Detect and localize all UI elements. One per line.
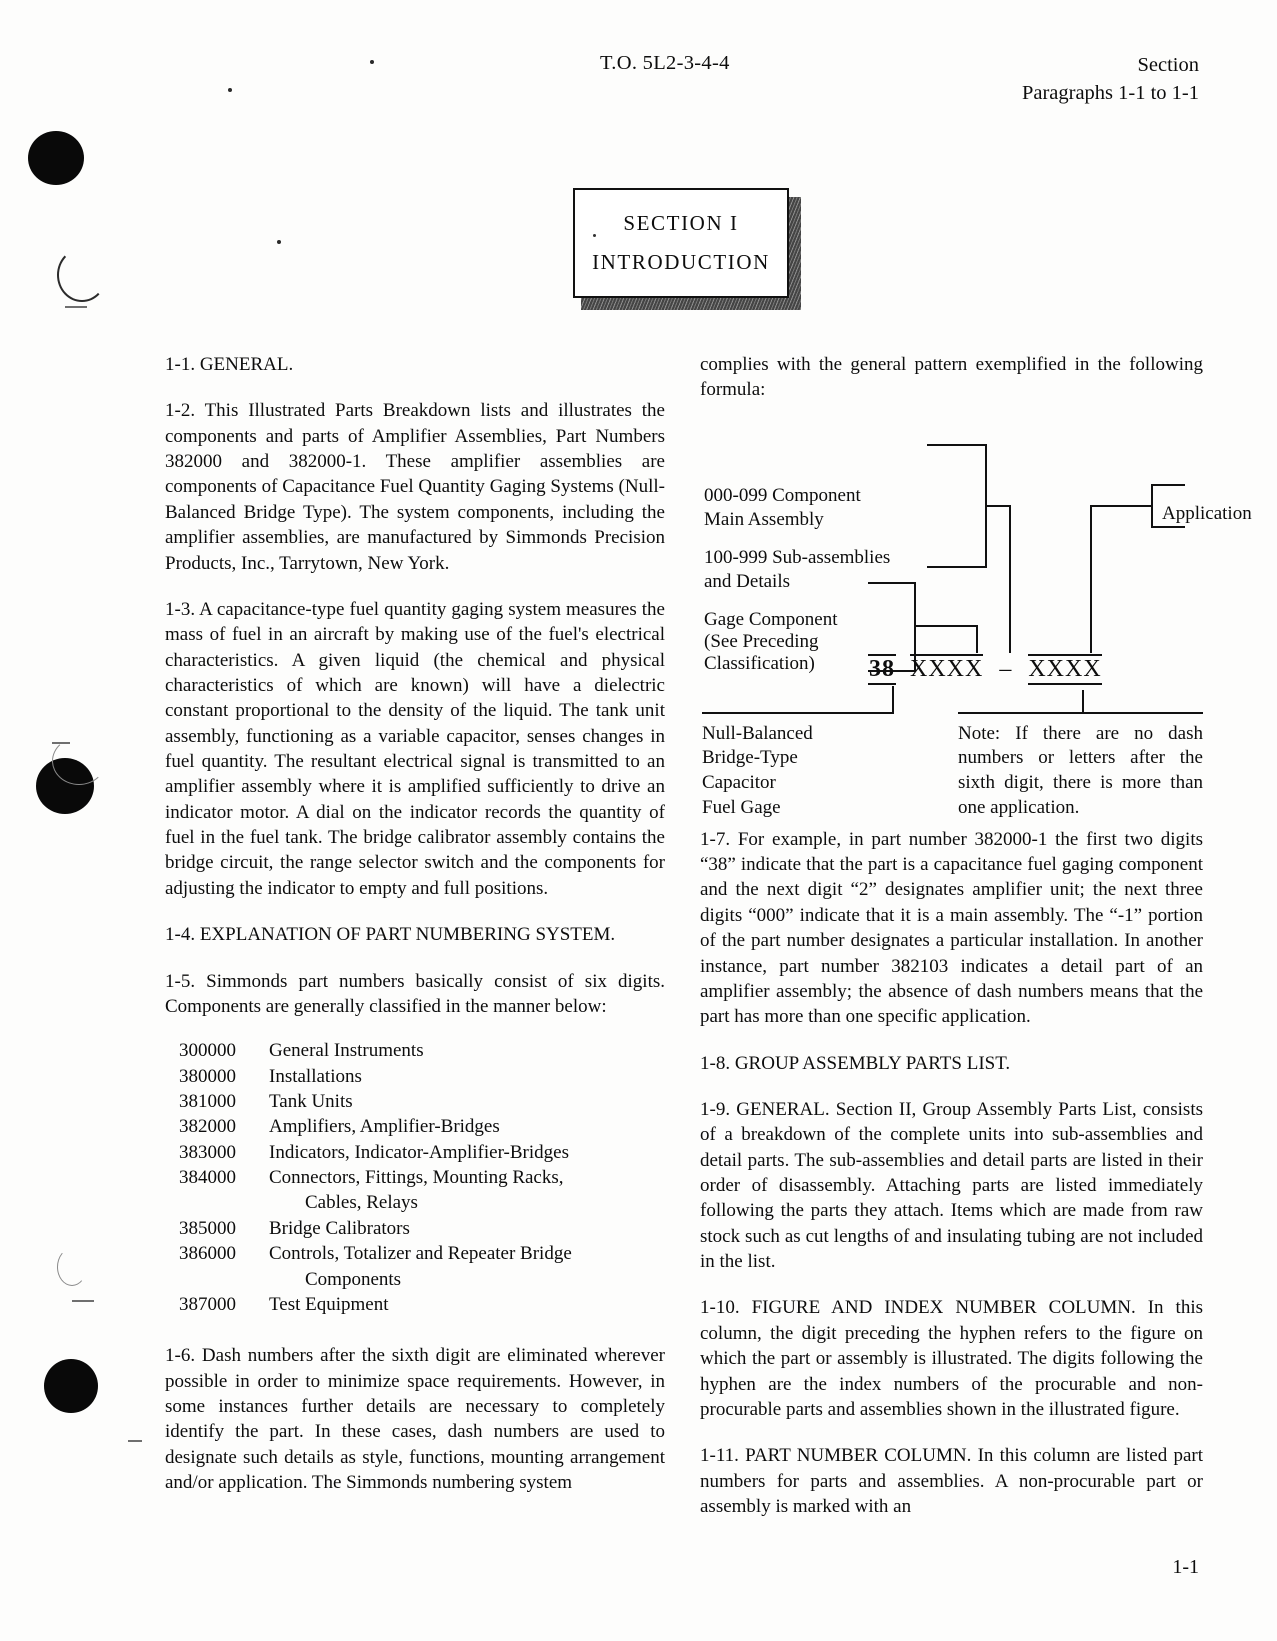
leader-line: [958, 712, 1203, 714]
diagram-label-gage-component-2: [704, 630, 818, 655]
classification-name: Controls, Totalizer and Repeater Bridge: [269, 1243, 572, 1265]
section-title-plate: [573, 188, 801, 310]
diagram-label-gage-component: [704, 608, 838, 633]
bracket-line: [976, 625, 978, 653]
page-number: 1-1: [1172, 1556, 1199, 1578]
leader-line: [702, 712, 894, 714]
list-item: [165, 1064, 665, 1089]
list-item: [165, 1089, 665, 1114]
classification-code: 383000: [179, 1141, 236, 1163]
classification-code: 384000: [179, 1167, 236, 1189]
diagram-label-line: 100-999 Sub-assemblies: [704, 546, 891, 568]
document-number: T.O. 5L2-3-4-4: [600, 52, 730, 74]
bracket-line: [927, 566, 987, 568]
paragraph-1-11: 1-11. PART NUMBER COLUMN. In this column are listed part numbers for parts and assemblies. A non-procurable part or assembly is marked with an: [700, 1445, 1203, 1517]
paragraph-1-3: 1-3. A capacitance-type fuel quantity gaging system measures the mass of fuel in an aircraft by making use of the fuel's electrical characteristics. A given liquid (the chemical and physical characteristics of which are known) will have a dielectric constant proportional to the density of the liquid. The tank unit assembly, functioning as a variable capacitor, senses changes in fuel quantity. The resultant electrical signal is transmitted to an amplifier assembly where it is amplified sufficiently to drive an indicator motor. A dial on the indicator records the quantity of fuel in the fuel tank. The bridge calibrator assembly contains the bridge circuit, the range selector switch and the components for adjusting the indicator to empty and full positions.: [165, 598, 665, 899]
part-number-formula-diagram: [700, 422, 1252, 818]
diagram-label-line: (See Preceding: [704, 630, 819, 652]
diagram-label-component-main: [704, 484, 861, 509]
paragraph-1-1: 1-1. GENERAL.: [165, 354, 294, 375]
classification-name: Bridge Calibrators: [269, 1217, 410, 1239]
classification-name: Test Equipment: [269, 1293, 389, 1315]
caption-line: Bridge-Type: [702, 747, 798, 769]
paragraph-1-4: 1-4. EXPLANATION OF PART NUMBERING SYSTEM.: [165, 924, 616, 946]
part-number-classification-list: [165, 1038, 665, 1317]
part-number-group-1: XXXX: [910, 655, 984, 682]
scan-speck: [228, 88, 232, 92]
paragraph-1-8: 1-8. GROUP ASSEMBLY PARTS LIST.: [700, 1052, 1011, 1074]
paragraph-1-10: 1-10. FIGURE AND INDEX NUMBER COLUMN. In this column, the digit preceding the hyphen refers to the figure on which the part or assembly is illustrated. The digits following the hyphen are the index numbers of the procurable and non-procurable parts and assemblies shown in the illustrated figure.: [700, 1297, 1203, 1420]
classification-name: Installations: [269, 1065, 362, 1087]
paragraph-1-2: 1-2. This Illustrated Parts Breakdown lists and illustrates the components and parts of Amplifier Assemblies, Part Numbers 382000 and 382000-1. These amplifier assemblies are components of Capacitance Fuel Quantity Gaging Systems (Null-Balanced Bridge Type). The system components, including the amplifier assemblies, are manufactured by Simmonds Precision Products, Inc., Tarrytown, New York.: [165, 400, 665, 574]
margin-arc-mark: [57, 248, 107, 302]
list-item: [165, 1216, 665, 1241]
list-item: [165, 1165, 665, 1190]
list-item: [165, 1038, 665, 1063]
running-head: [0, 52, 1277, 110]
classification-name: Amplifiers, Amplifier-Bridges: [269, 1116, 500, 1138]
paragraph-1-5: 1-5. Simmonds part numbers basically consist of six digits. Components are generally classified in the manner below:: [165, 970, 665, 1017]
diagram-label-line: Main Assembly: [704, 508, 824, 530]
diagram-label-application: [1162, 502, 1252, 527]
diagram-label-line: and Details: [704, 570, 791, 592]
margin-arc-mark: [57, 1248, 87, 1286]
bracket-line: [1151, 526, 1185, 528]
part-number-prefix: 38: [868, 654, 896, 685]
margin-tick-mark: [128, 1440, 142, 1442]
header-section-label: Section: [1137, 54, 1199, 76]
bracket-line: [1009, 505, 1011, 653]
diagram-label-sub-assemblies: [704, 546, 890, 571]
classification-code: 385000: [179, 1217, 236, 1239]
bracket-line: [1090, 505, 1153, 507]
binding-punch-hole: [28, 131, 84, 185]
bracket-line: [1151, 484, 1185, 486]
classification-code: 386000: [179, 1243, 236, 1265]
diagram-label-gage-component-3: [704, 652, 815, 677]
margin-arc-mark: [52, 737, 106, 785]
classification-name-continuation: Cables, Relays: [305, 1192, 418, 1214]
bracket-line: [927, 444, 987, 446]
diagram-label-line: Gage Component: [704, 608, 838, 630]
diagram-caption-fuel-gage: [702, 722, 892, 821]
list-item: [165, 1292, 665, 1317]
margin-tick-mark: [65, 306, 87, 308]
diagram-label-line: Application: [1162, 502, 1252, 524]
classification-code: 381000: [179, 1090, 236, 1112]
classification-name: Indicators, Indicator-Amplifier-Bridges: [269, 1141, 569, 1163]
left-text-column: [165, 352, 665, 1516]
paragraph-1-6: 1-6. Dash numbers after the sixth digit are eliminated wherever possible in order to minimize space requirements. However, in some instances further details are necessary to completely identify the part. In these cases, dash numbers are used to designate such details as style, functions, mounting arrangement and/or application. The Simmonds numbering system: [165, 1345, 665, 1494]
diagram-note: Note: If there are no dash numbers or letters after the sixth digit, there is more than one application.: [958, 722, 1203, 818]
list-item: [165, 1114, 665, 1139]
classification-name: Connectors, Fittings, Mounting Racks,: [269, 1167, 564, 1189]
bracket-line: [1090, 505, 1092, 653]
classification-code: 300000: [179, 1040, 236, 1062]
part-number-dash: –: [999, 655, 1013, 682]
diagram-label-sub-assemblies-2: [704, 570, 790, 595]
caption-line: Null-Balanced: [702, 722, 813, 744]
classification-code: 387000: [179, 1293, 236, 1315]
scan-speck: [370, 60, 374, 64]
part-number-pattern: [868, 654, 1102, 685]
section-title-label: INTRODUCTION: [592, 250, 770, 274]
diagram-label-line: 000-099 Component: [704, 484, 861, 506]
diagram-label-line: Classification): [704, 652, 815, 674]
margin-tick-mark: [52, 742, 70, 744]
classification-name: Tank Units: [269, 1090, 353, 1112]
plate-speck: [593, 234, 596, 237]
part-number-group-2: XXXX: [1028, 654, 1101, 685]
caption-line: Capacitor: [702, 772, 776, 794]
paragraph-1-7: 1-7. For example, in part number 382000-1 the first two digits “38” indicate that the part is a capacitance fuel gaging component and the next digit “2” designates amplifier unit; the next three digits “000” indicate that it is a main assembly. The “-1” portion of the part number designates a particular installation. In another instance, part number 382103 indicates a detail part of an amplifier assembly; the absence of dash numbers means that the part has more than one specific application.: [700, 828, 1203, 1028]
bracket-line: [868, 582, 916, 584]
list-item: [165, 1241, 665, 1266]
bracket-line: [985, 505, 1011, 507]
leader-line: [1082, 690, 1084, 714]
right-text-column: [700, 352, 1252, 1540]
header-paragraph-range: Paragraphs 1-1 to 1-1: [1021, 81, 1199, 104]
classification-code: 382000: [179, 1116, 236, 1138]
header-right-block: [1022, 52, 1199, 108]
paragraph-1-6-continuation: complies with the general pattern exemplified in the following formula:: [700, 354, 1203, 401]
scan-speck: [277, 240, 281, 244]
leader-line: [892, 686, 894, 714]
plate-box: [573, 188, 789, 298]
classification-code: 380000: [179, 1065, 236, 1087]
paragraph-1-9: 1-9. GENERAL. Section II, Group Assembly Parts List, consists of a breakdown of the complete units into sub-assemblies and detail parts. The sub-assemblies and detail parts are listed in their order of disassembly. Attaching parts are listed immediately following the parts they attach. Items which are made from raw stock such as cut lengths of and insulating tubing are not included in the list.: [700, 1098, 1203, 1273]
classification-name: General Instruments: [269, 1040, 424, 1062]
list-item: [165, 1140, 665, 1165]
section-number-label: SECTION I: [623, 211, 739, 235]
classification-name-continuation: Components: [305, 1268, 402, 1290]
diagram-label-component-main-2: [704, 508, 824, 533]
binding-punch-hole: [44, 1359, 98, 1413]
margin-tick-mark: [72, 1300, 94, 1302]
bracket-line: [914, 625, 978, 627]
caption-line: Fuel Gage: [702, 796, 781, 818]
